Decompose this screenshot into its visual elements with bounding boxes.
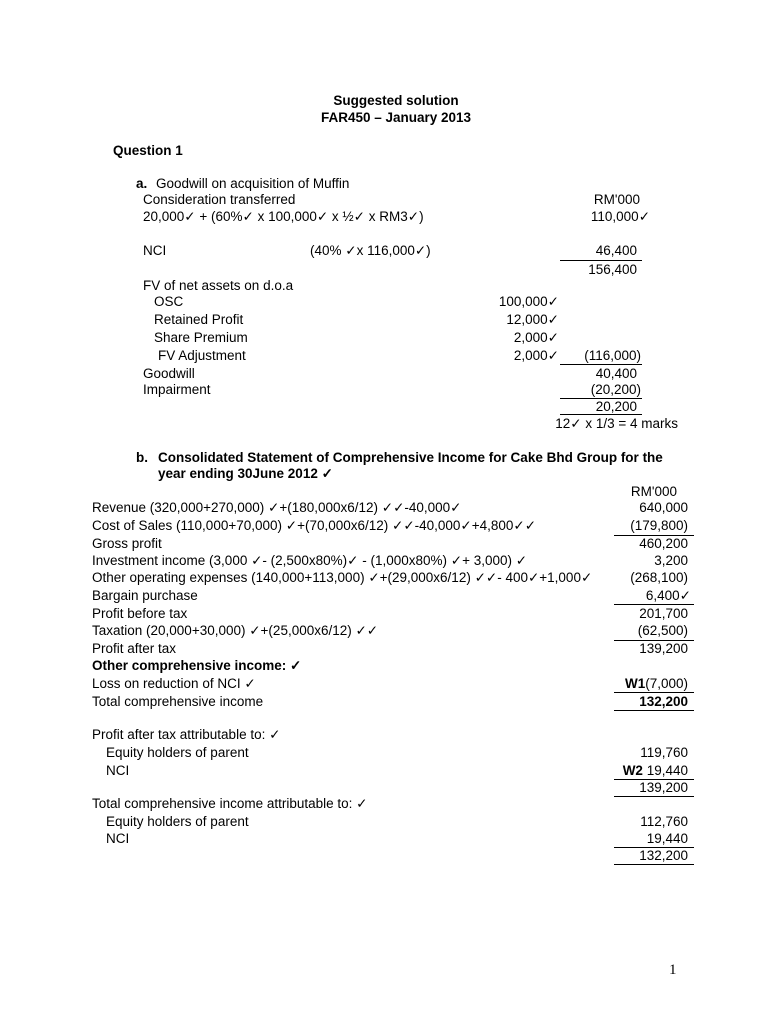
- statement-row-value: 139,200: [639, 641, 688, 656]
- rule: [614, 710, 694, 711]
- consideration-label: Consideration transferred: [143, 192, 296, 207]
- pat-nci-label: NCI: [106, 763, 130, 778]
- fv-item-value: 2,000✓: [513, 330, 559, 345]
- fv-label: FV of net assets on d.o.a: [143, 278, 294, 293]
- statement-row-label: Cost of Sales (110,000+70,000) ✓+(70,000x6/12) ✓✓-40,000✓+4,800✓✓: [92, 518, 537, 533]
- loss-nci-ref: W1: [624, 676, 646, 691]
- part-b-heading-line2: year ending 30June 2012 ✓: [158, 466, 333, 481]
- oci-heading: Other comprehensive income: ✓: [92, 658, 302, 673]
- part-a-letter: a.: [136, 176, 148, 191]
- nci-label: NCI: [143, 243, 167, 258]
- part-b-letter: b.: [136, 450, 148, 465]
- rule: [560, 364, 642, 365]
- fv-item-value: 100,000✓: [498, 294, 559, 309]
- tci-value: 132,200: [639, 694, 688, 709]
- goodwill-value: 40,400: [595, 366, 637, 381]
- nci-formula: (40% ✓x 116,000✓): [310, 243, 431, 258]
- statement-row-value: 640,000: [639, 500, 688, 515]
- pat-nci-amount: 19,440: [646, 763, 688, 778]
- pat-parent-value: 119,760: [640, 745, 688, 760]
- statement-row-value: (62,500): [637, 623, 688, 638]
- statement-row-label: Taxation (20,000+30,000) ✓+(25,000x6/12) ✓✓: [92, 623, 379, 638]
- pat-nci-value: [560, 763, 688, 779]
- rule: [560, 414, 642, 415]
- impairment-label: Impairment: [143, 382, 211, 397]
- currency-header-b: RM'000: [630, 484, 677, 499]
- rule: [614, 796, 694, 797]
- nci-value: 46,400: [595, 243, 637, 258]
- rule: [560, 260, 642, 261]
- loss-nci-value: [560, 676, 688, 692]
- statement-row-value: (179,800): [630, 518, 688, 533]
- tci-total-value: 132,200: [639, 848, 688, 863]
- statement-row-value: 3,200: [654, 553, 688, 568]
- doc-title: Suggested solution: [333, 93, 459, 108]
- fv-item-label: Share Premium: [154, 330, 248, 345]
- subtotal-value: 156,400: [588, 262, 637, 277]
- tci-nci-label: NCI: [106, 831, 130, 846]
- goodwill-label: Goodwill: [143, 366, 195, 381]
- pat-attr-heading: Profit after tax attributable to: ✓: [92, 727, 281, 742]
- rule: [614, 864, 694, 865]
- tci-parent-value: 112,760: [640, 814, 688, 829]
- statement-row-value: 201,700: [639, 606, 688, 621]
- part-b-heading: Consolidated Statement of Comprehensive Income for Cake Bhd Group for the: [158, 450, 663, 465]
- statement-row-label: Other operating expenses (140,000+113,000) ✓+(29,000x6/12) ✓✓- 400✓+1,000✓: [92, 570, 593, 585]
- loss-nci-amount: (7,000): [645, 676, 688, 691]
- fv-item-label: OSC: [154, 294, 184, 309]
- fv-item-value: 2,000✓: [513, 348, 559, 363]
- tci-attr-heading: Total comprehensive income attributable to: ✓: [92, 796, 368, 811]
- tci-label: Total comprehensive income: [92, 694, 264, 709]
- fv-item-value: 12,000✓: [506, 312, 559, 327]
- doc-subtitle: FAR450 – January 2013: [320, 110, 472, 125]
- impairment-value: (20,200): [590, 382, 641, 397]
- marks-note: 12✓ x 1/3 = 4 marks: [555, 416, 678, 431]
- pat-total-value: 139,200: [639, 780, 688, 795]
- statement-row-value: (268,100): [630, 570, 688, 585]
- statement-row-label: Bargain purchase: [92, 588, 198, 603]
- net-goodwill-value: 20,200: [595, 399, 637, 414]
- consideration-value: 110,000✓: [590, 209, 650, 224]
- loss-nci-label: Loss on reduction of NCI ✓: [92, 676, 256, 691]
- part-a-heading: Goodwill on acquisition of Muffin: [156, 176, 350, 191]
- statement-row-label: Profit before tax: [92, 606, 188, 621]
- pat-nci-ref: W2: [622, 763, 643, 778]
- currency-header-a: RM'000: [593, 192, 640, 207]
- statement-row-label: Investment income (3,000 ✓- (2,500x80%)✓ - (1,000x80%) ✓+ 3,000) ✓: [92, 553, 528, 568]
- statement-row-value: 6,400✓: [645, 588, 691, 603]
- fv-item-label: Retained Profit: [154, 312, 244, 327]
- statement-row-label: Profit after tax: [92, 641, 177, 656]
- statement-row-value: 460,200: [639, 536, 688, 551]
- statement-row-label: Gross profit: [92, 536, 162, 551]
- rule: [614, 692, 694, 693]
- page-number: 1: [669, 962, 677, 978]
- fv-item-label: FV Adjustment: [158, 348, 246, 363]
- statement-row-label: Revenue (320,000+270,000) ✓+(180,000x6/12) ✓✓-40,000✓: [92, 500, 462, 515]
- tci-parent-label: Equity holders of parent: [106, 814, 249, 829]
- tci-nci-value: 19,440: [646, 831, 688, 846]
- consideration-formula: 20,000✓ + (60%✓ x 100,000✓ x ½✓ x RM3✓): [143, 209, 424, 224]
- rule: [614, 604, 694, 605]
- pat-parent-label: Equity holders of parent: [106, 745, 249, 760]
- question-heading: Question 1: [113, 143, 183, 158]
- fv-total-value: (116,000): [584, 348, 641, 363]
